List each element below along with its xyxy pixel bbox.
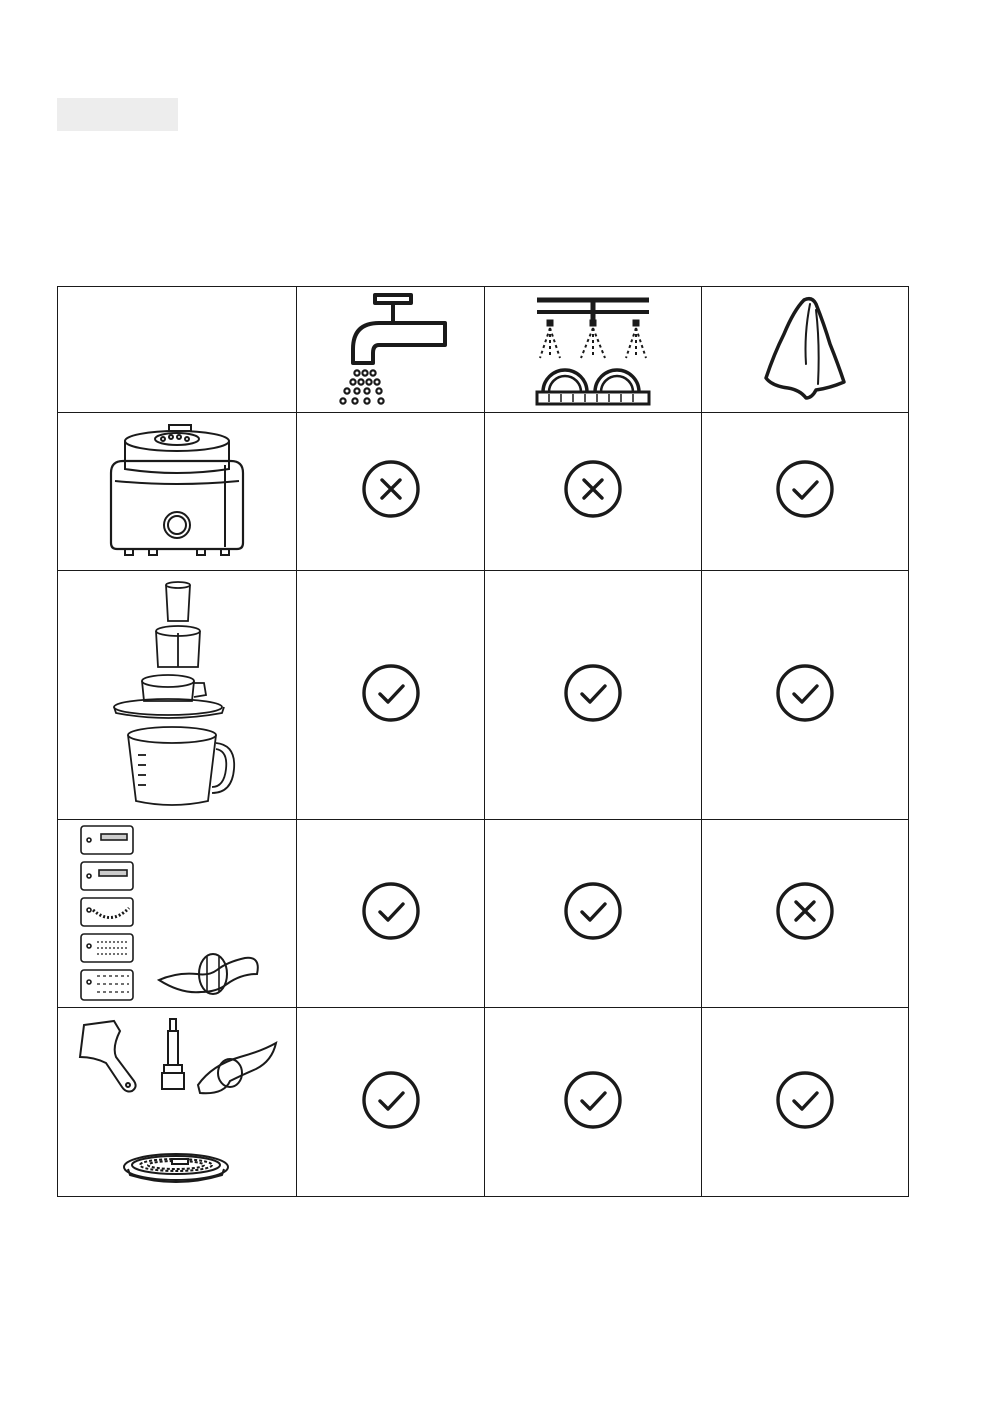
mark-cell (485, 413, 702, 571)
header-empty-cell (58, 287, 297, 413)
mark (775, 1070, 835, 1130)
mark (361, 663, 421, 723)
check-circle-icon (361, 881, 421, 941)
check-circle-icon (361, 663, 421, 723)
section-heading-box (57, 98, 178, 131)
check-mark (582, 1093, 605, 1109)
mark (563, 663, 623, 723)
check-mark (794, 1093, 817, 1109)
check-mark (794, 482, 817, 498)
header-dishwasher-cell (485, 287, 702, 413)
table-row (58, 413, 909, 571)
mark (775, 663, 835, 723)
cross-circle-icon (775, 881, 835, 941)
table-row (58, 571, 909, 820)
mark-cell (702, 1008, 909, 1197)
check-circle-icon (563, 881, 623, 941)
motor-base-icon (107, 421, 247, 563)
mark (563, 881, 623, 941)
discs-and-blade-icon (77, 824, 277, 1004)
part-cell (58, 413, 297, 571)
mark (361, 459, 421, 519)
part-cell (58, 1008, 297, 1197)
check-circle-icon (361, 1070, 421, 1130)
check-circle-icon (775, 1070, 835, 1130)
header-tap-cell (297, 287, 485, 413)
mark-cell (702, 820, 909, 1008)
mark (563, 1070, 623, 1130)
check-mark (380, 904, 403, 920)
check-mark (582, 686, 605, 702)
mark (775, 459, 835, 519)
mark-cell (297, 820, 485, 1008)
mark-cell (485, 820, 702, 1008)
cleaning-table (57, 286, 909, 1197)
table-header-row (58, 287, 909, 413)
mark-cell (485, 571, 702, 820)
cross-mark (382, 480, 400, 498)
cloth-icon (760, 294, 850, 406)
check-mark (582, 904, 605, 920)
dishwasher-icon (535, 294, 651, 406)
cross-circle-icon (361, 459, 421, 519)
check-circle-icon (775, 459, 835, 519)
accessories-icon (72, 1017, 282, 1187)
mark (361, 1070, 421, 1130)
mark-cell (297, 413, 485, 571)
mark (361, 881, 421, 941)
cross-mark (796, 902, 814, 920)
mark (775, 881, 835, 941)
check-mark (380, 686, 403, 702)
mark (563, 459, 623, 519)
cross-circle-icon (563, 459, 623, 519)
mark-cell (297, 1008, 485, 1197)
part-cell (58, 820, 297, 1008)
check-mark (794, 686, 817, 702)
check-circle-icon (775, 663, 835, 723)
check-mark (380, 1093, 403, 1109)
mark-cell (297, 571, 485, 820)
check-circle-icon (563, 663, 623, 723)
table-row (58, 820, 909, 1008)
mark-cell (702, 413, 909, 571)
mark-cell (702, 571, 909, 820)
cross-mark (584, 480, 602, 498)
part-cell (58, 571, 297, 820)
table-row (58, 1008, 909, 1197)
check-circle-icon (563, 1070, 623, 1130)
header-cloth-cell (702, 287, 909, 413)
tap-water-icon (331, 291, 451, 409)
bowl-and-lid-icon (112, 579, 242, 811)
mark-cell (485, 1008, 702, 1197)
